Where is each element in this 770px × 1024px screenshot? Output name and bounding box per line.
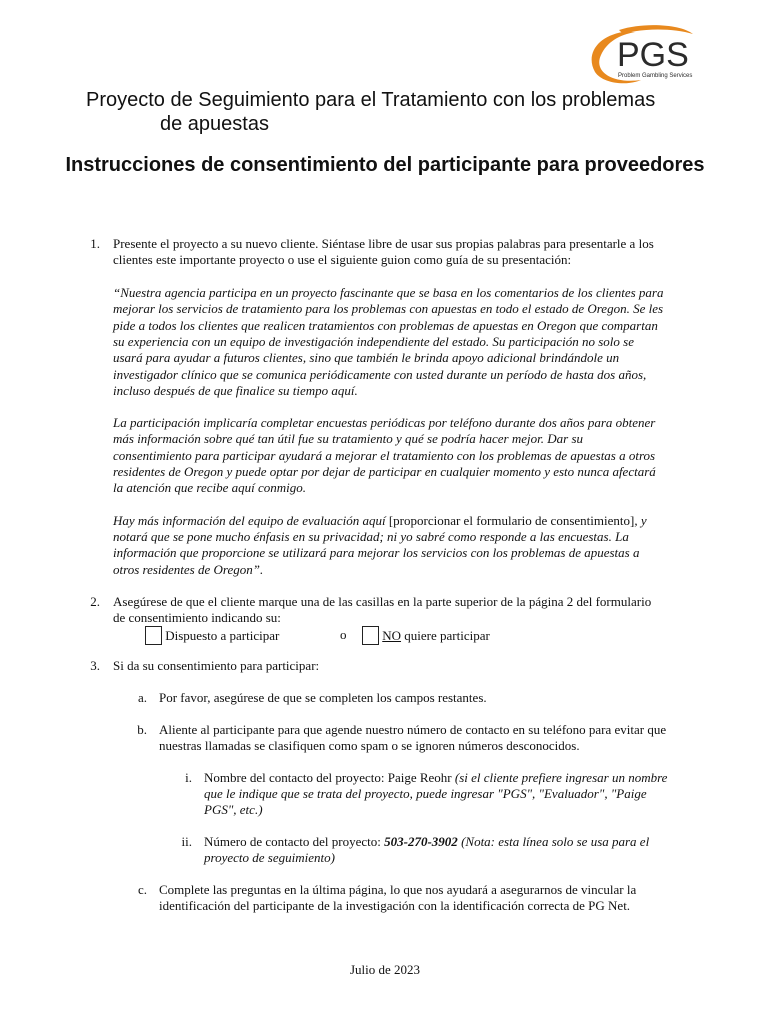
logo-tagline: Problem Gambling Services bbox=[618, 73, 693, 79]
contact-name-note: (si el cliente prefiere ingresar un nombre bbox=[454, 770, 668, 785]
document-title-line1: Proyecto de Seguimiento para el Tratamiento con los problemas bbox=[86, 89, 656, 111]
quote-line: incluso después de que finalice su tiempo aquí. bbox=[113, 383, 358, 398]
quote-line: otros residentes de Oregon”. bbox=[113, 562, 264, 577]
item-3a-text: Por favor, asegúrese de que se completen los campos restantes. bbox=[159, 690, 487, 705]
item-1-line: clientes este importante proyecto o use el siguiente guion como guía de su presentación: bbox=[113, 252, 572, 267]
logo-text: PGS bbox=[617, 36, 689, 74]
quote-line: notará que se pone mucho énfasis en su privacidad; ni yo sabré como responde a las encuestas. La bbox=[113, 529, 629, 544]
no-label: NO bbox=[382, 628, 402, 643]
quote-line: residentes de Oregon y puede optar por dejar de participar en cualquier momento y esto nunca afectará bbox=[113, 464, 656, 479]
quote-line: más información sobre qué tan útil fue su tratamiento y qué se podría hacer mejor. Dar su bbox=[113, 431, 584, 446]
item-3-text: Si da su consentimiento para participar: bbox=[113, 658, 320, 673]
contact-number-note: (Nota: esta línea solo se usa para el bbox=[457, 834, 650, 849]
option-separator: o bbox=[340, 627, 347, 642]
document-subtitle: Instrucciones de consentimiento del participante para proveedores bbox=[65, 154, 705, 176]
quote-line bbox=[113, 513, 647, 530]
quote-line: investigador clínico que se comunica periódicamente con usted durante un período de hasta dos años, bbox=[113, 367, 647, 382]
quote-line: información que proporcione se utilizará para mejorar los servicios con los problemas de apuestas a bbox=[113, 545, 640, 560]
document-title-line2: de apuestas bbox=[160, 113, 269, 135]
contact-name-text: Nombre del contacto del proyecto: Paige Reohr bbox=[204, 770, 455, 785]
contact-name-note-line: PGS", etc.) bbox=[204, 802, 263, 817]
project-contact-name bbox=[204, 770, 667, 787]
item-3b-line: Aliente al participante para que agende nuestro número de contacto en su teléfono para evitar que bbox=[159, 722, 667, 737]
not-willing-checkbox[interactable] bbox=[362, 626, 379, 645]
contact-number-note-line: proyecto de seguimiento) bbox=[204, 850, 335, 865]
contact-phone-number: 503-270-3902 bbox=[384, 834, 458, 849]
quote-line: usará para ayudar a futuros clientes, sino que también le brinda apoyo adicional brindándole un bbox=[113, 350, 620, 365]
willing-label: Dispuesto a participar bbox=[165, 628, 280, 643]
quote-line: su experiencia con un equipo de investigación independiente del estado. Su participación no solo se bbox=[113, 334, 634, 349]
contact-number-text: Número de contacto del proyecto: bbox=[204, 834, 385, 849]
item-1-number: 1. bbox=[90, 236, 100, 251]
pgs-logo bbox=[583, 22, 713, 88]
quote-line: consentimiento para participar ayudará a mejorar el tratamiento con los problemas de apuestas a otros bbox=[113, 448, 656, 463]
item-3c-label: c. bbox=[137, 882, 147, 897]
item-3bii-label: ii. bbox=[181, 834, 192, 849]
willing-option[interactable] bbox=[145, 626, 279, 645]
item-3bi-label: i. bbox=[185, 770, 192, 785]
footer-date: Julio de 2023 bbox=[349, 962, 421, 977]
contact-name-note-line: que le indique que se trata del proyecto, puede ingresar "PGS", "Evaluador", "Paige bbox=[204, 786, 647, 801]
item-3b-line: nuestras llamadas se clasifiquen como spam o se ignoren números desconocidos. bbox=[159, 738, 580, 753]
item-3a-label: a. bbox=[137, 690, 147, 705]
item-3b-label: b. bbox=[137, 722, 147, 737]
item-2-line: Asegúrese de que el cliente marque una de las casillas en la parte superior de la página 2 del formulario bbox=[113, 594, 652, 609]
item-3-number: 3. bbox=[90, 658, 100, 673]
quote-line: mejorar los servicios de tratamiento para los problemas con apuestas en todo el estado de Oregon. Se les bbox=[113, 301, 664, 316]
item-3c-line: Complete las preguntas en la última página, lo que nos ayudará a asegurarnos de vincular la bbox=[159, 882, 637, 897]
consent-form-bracket: [proporcionar el formulario de consentimiento] bbox=[388, 513, 635, 528]
quote-text: Hay más información del equipo de evaluación aquí bbox=[113, 513, 389, 528]
quote-text: , y bbox=[634, 513, 647, 528]
item-2-line: de consentimiento indicando su: bbox=[113, 610, 281, 625]
quote-line: “Nuestra agencia participa en un proyecto fascinante que se basa en los comentarios de los clientes para bbox=[113, 285, 664, 300]
not-willing-label: quiere participar bbox=[401, 628, 490, 643]
item-3c-line: identificación del participante de la investigación con la identificación correcta de PG Net. bbox=[159, 898, 631, 913]
quote-line: la atención que recibe aquí conmigo. bbox=[113, 480, 307, 495]
quote-line: La participación implicaría completar encuestas periódicas por teléfono durante dos años para obtener bbox=[113, 415, 656, 430]
willing-checkbox[interactable] bbox=[145, 626, 162, 645]
item-1-line: Presente el proyecto a su nuevo cliente. Siéntase libre de usar sus propias palabras para presentarle a los bbox=[113, 236, 654, 251]
quote-line: pide a todos los clientes que realicen tratamientos con problemas de apuestas en Oregon que compartan bbox=[113, 318, 658, 333]
item-2-number: 2. bbox=[90, 594, 100, 609]
project-contact-number bbox=[204, 834, 649, 851]
not-willing-option[interactable] bbox=[362, 626, 490, 645]
